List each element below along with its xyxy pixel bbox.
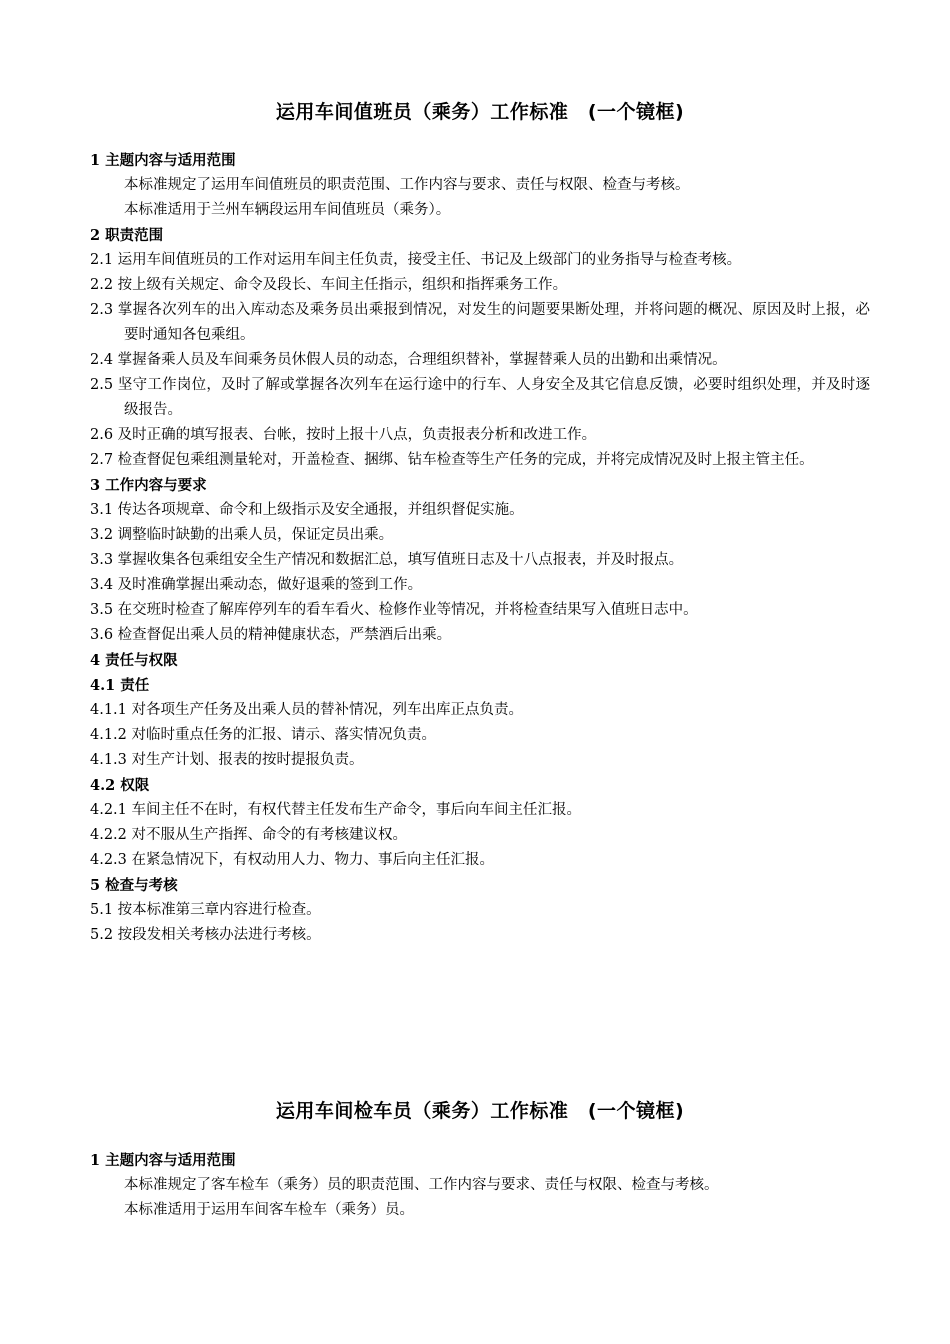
numbered-item: 2.1 运用车间值班员的工作对运用车间主任负责，接受主任、书记及上级部门的业务指导与检查考核。 (90, 252, 742, 268)
section-heading: 4.2 权限 (90, 777, 150, 794)
document-title-1: 运用车间值班员（乘务）工作标准 (一个镜框) (275, 101, 685, 123)
indented-paragraph: 本标准适用于运用车间客车检车（乘务）员。 (124, 1202, 414, 1218)
numbered-item: 3.3 掌握收集各包乘组安全生产情况和数据汇总，填写值班日志及十八点报表，并及时报点。 (90, 552, 684, 568)
indented-paragraph: 本标准适用于兰州车辆段运用车间值班员（乘务）。 (124, 202, 451, 218)
section-heading: 3 工作内容与要求 (90, 477, 207, 494)
section-heading: 2 职责范围 (90, 227, 164, 244)
section-heading: 5 检查与考核 (90, 877, 178, 894)
section-heading: 1 主题内容与适用范围 (90, 1152, 236, 1169)
numbered-item: 5.1 按本标准第三章内容进行检查。 (90, 902, 321, 918)
numbered-item: 5.2 按段发相关考核办法进行考核。 (90, 927, 321, 943)
numbered-item: 3.6 检查督促出乘人员的精神健康状态，严禁酒后出乘。 (90, 627, 452, 643)
indented-paragraph: 本标准规定了运用车间值班员的职责范围、工作内容与要求、责任与权限、检查与考核。 (124, 177, 690, 193)
numbered-item: 4.2.1 车间主任不在时，有权代替主任发布生产命令，事后向车间主任汇报。 (90, 802, 582, 818)
numbered-item: 2.5 坚守工作岗位，及时了解或掌握各次列车在运行途中的行车、人身安全及其它信息反馈，必要时组织处理，并及时逐级报告。 (90, 377, 870, 418)
numbered-item: 4.1.1 对各项生产任务及出乘人员的替补情况，列车出库正点负责。 (90, 702, 524, 718)
section-heading: 1 主题内容与适用范围 (90, 152, 236, 169)
indented-paragraph: 本标准规定了客车检车（乘务）员的职责范围、工作内容与要求、责任与权限、检查与考核。 (124, 1177, 719, 1193)
numbered-item: 2.3 掌握各次列车的出入库动态及乘务员出乘报到情况，对发生的问题要果断处理，并将问题的概况、原因及时上报，必要时通知各包乘组。 (90, 302, 870, 343)
numbered-item: 4.2.2 对不服从生产指挥、命令的有考核建议权。 (90, 827, 408, 843)
document-body-2 (90, 1148, 870, 1223)
numbered-item: 2.2 按上级有关规定、命令及段长、车间主任指示，组织和指挥乘务工作。 (90, 277, 568, 293)
section-heading: 4.1 责任 (90, 677, 150, 694)
numbered-item: 4.2.3 在紧急情况下，有权动用人力、物力、事后向主任汇报。 (90, 852, 495, 868)
numbered-item: 2.7 检查督促包乘组测量轮对，开盖检查、捆绑、钻车检查等生产任务的完成，并将完成情况及时上报主管主任。 (90, 452, 814, 468)
numbered-item: 3.4 及时准确掌握出乘动态，做好退乘的签到工作。 (90, 577, 423, 593)
numbered-item: 3.1 传达各项规章、命令和上级指示及安全通报，并组织督促实施。 (90, 502, 524, 518)
numbered-item: 3.2 调整临时缺勤的出乘人员，保证定员出乘。 (90, 527, 394, 543)
numbered-item: 2.4 掌握备乘人员及车间乘务员休假人员的动态，合理组织替补，掌握替乘人员的出勤和出乘情况。 (90, 352, 727, 368)
section-heading: 4 责任与权限 (90, 652, 178, 669)
numbered-item: 2.6 及时正确的填写报表、台帐，按时上报十八点，负责报表分析和改进工作。 (90, 427, 597, 443)
numbered-item: 4.1.3 对生产计划、报表的按时提报负责。 (90, 752, 364, 768)
document-title-2: 运用车间检车员（乘务）工作标准 (一个镜框) (275, 1100, 685, 1122)
numbered-item: 3.5 在交班时检查了解库停列车的看车看火、检修作业等情况，并将检查结果写入值班日志中。 (90, 602, 698, 618)
document-body-1 (90, 148, 870, 948)
numbered-item: 4.1.2 对临时重点任务的汇报、请示、落实情况负责。 (90, 727, 437, 743)
